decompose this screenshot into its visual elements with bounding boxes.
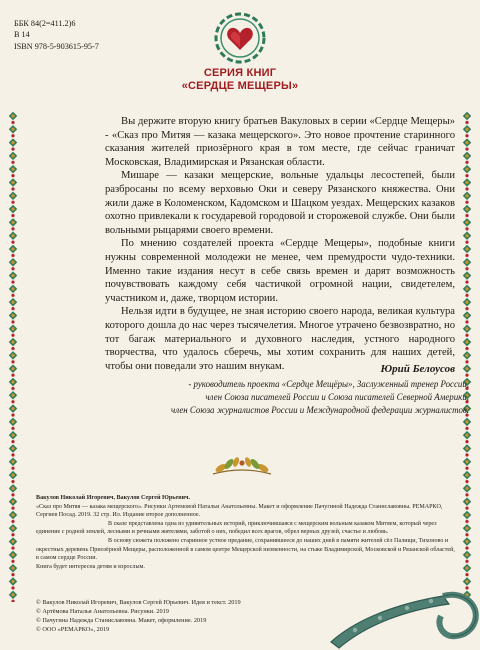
heart-emblem-icon <box>214 12 266 64</box>
foreword-paragraph: Мишаре — казаки мещерские, вольные удальцы лесостепей, были разбросаны по всему верховью Оки и северу Рязанского княжества. Они жили даже в Коломенском, Кадомском и Шацком уездах. Мещерских казаков охотно привлекали к государевой городовой и сторожевой службе. Они были вольными рыцарями своего времени. <box>105 170 455 236</box>
imprint-authors: Вакулов Николай Игоревич, Вакулов Сергей Юрьевич. <box>36 495 190 501</box>
copyright-line: © Артёмова Наталья Анатольевна. Рисунки. 2019 <box>36 607 169 615</box>
foreword-text <box>105 115 455 373</box>
folk-ornament-icon <box>7 112 19 602</box>
author-desc-line: член Союза писателей России и Союза писателей Северной Америки, <box>205 392 469 402</box>
imprint-block <box>36 494 456 571</box>
series-title <box>150 67 330 93</box>
imprint-paragraph: В основу сюжета положено старинное устное предание, сохранившееся до наших дней в памяти жителей сёл Палищи, Тихоново и окрестных деревень Приозёрной Мещеры, расположенной в самом центре Мещерской низменности, на стыке Владимирской, Московской и Рязанской областей, в самом сердце России. <box>36 537 455 562</box>
foreword-paragraph: По мнению создателей проекта «Сердце Мещеры», подобные книги нужны современной молодежи не менее, чем премудрости чудо-техники. Именно такие издания несут в себе связь времен и дарят возможность почувствовать каждому себя частичкой огромной нации, свидетелем, участником и, даже, творцом истории. <box>105 238 455 304</box>
author-code: В 14 <box>14 30 30 40</box>
leaf-ornament-icon <box>207 454 277 480</box>
isbn: ISBN 978-5-903615-95-7 <box>14 41 99 51</box>
imprint-details: «Сказ про Митяя — казака мещерского». Рисунки Артемовой Натальи Анатольевны. Макет и оформление Пачугиной Надежда Станиславовны. РЕМАРКО, Сергиев Посад. 2019. 32 стр. Ил. Издание второе дополненное. <box>36 503 443 519</box>
bbk-code: ББК 84(2=411.2)6 <box>14 19 76 28</box>
foreword-paragraph: Нельзя идти в будущее, не зная историю своего народа, великая культура которого дошла до нас через тысячелетия. Многое утрачено безвозвратно, но тот багаж материального и духовного наследия, устного народного творчества, что удалось сберечь, мы хотим сохранить для наших детей, чтобы они поведали это нашим внукам. <box>105 306 455 372</box>
folk-ornament-icon <box>461 112 473 602</box>
author-name: Юрий Белоусов <box>380 363 455 375</box>
author-desc-line: - руководитель проекта «Сердце Мещёры», Заслуженный тренер России, <box>188 379 469 389</box>
foreword-paragraph: Вы держите вторую книгу братьев Вакуловых в серии «Сердце Мещеры» - «Сказ про Митяя — казака мещерского». Это новое прочтение старинного сказания жителей приозёрного края в том месте, где сейчас граничат Московская, Владимирская и Рязанская области. <box>105 116 455 168</box>
copyright-line: © ООО «РЕМАРКО», 2019 <box>36 625 110 633</box>
series-line-1: СЕРИЯ КНИГ <box>203 67 277 79</box>
copyright-block <box>36 599 241 635</box>
series-line-2: «СЕРДЦЕ МЕЩЕРЫ» <box>181 80 299 92</box>
author-desc-line: член Союза журналистов России и Международной федерации журналистов. <box>171 405 469 415</box>
copyright-line: © Пачугина Надежда Станиславовна. Макет, оформление. 2019 <box>36 616 207 624</box>
old-buckle-icon <box>325 582 480 650</box>
imprint-paragraph: Книга будет интересна детям и взрослым. <box>36 563 145 570</box>
catalog-block <box>14 18 99 52</box>
author-description <box>105 378 469 417</box>
imprint-paragraph: В сказе представлена одна из удивительных историй, приключившаяся с мещерским вольным казаком Митяем, который через единение с родной землей, лесными и речными жителями, заботой о них, победил всех врагов, обрел верных друзей, счастье и любовь. <box>36 520 437 536</box>
copyright-line: © Вакулов Николай Игоревич, Вакулов Сергей Юрьевич. Идея и текст. 2019 <box>36 599 241 606</box>
